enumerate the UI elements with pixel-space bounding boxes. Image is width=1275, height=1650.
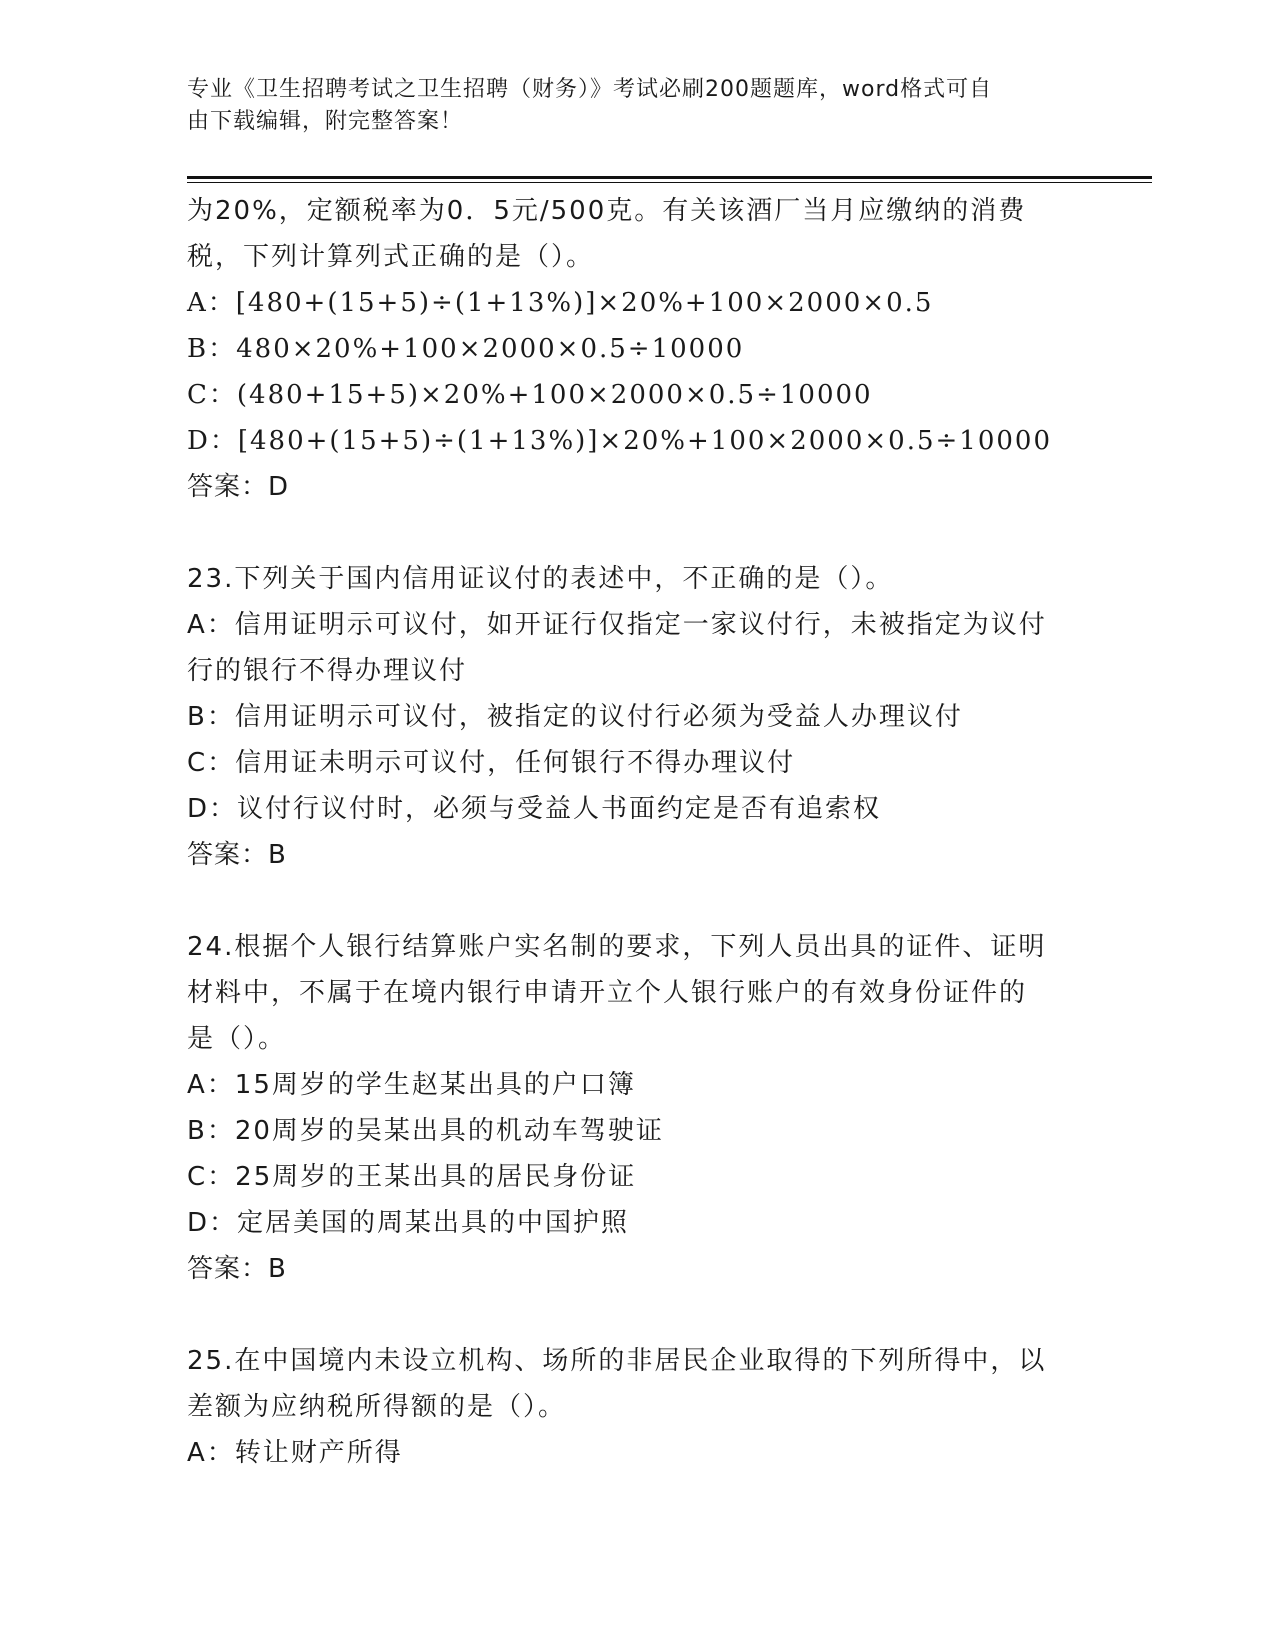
spacer: [187, 1292, 1087, 1338]
question-stem: 材料中，不属于在境内银行申请开立个人银行账户的有效身份证件的: [187, 978, 1028, 1008]
answer: 答案：B: [187, 1254, 287, 1284]
question-stem: 为20%，定额税率为0．5元/500克。有关该酒厂当月应缴纳的消费: [187, 196, 1027, 226]
option-b: B：480×20%+100×2000×0.5÷10000: [187, 334, 745, 364]
header-divider-thick: [187, 176, 1152, 179]
answer: 答案：B: [187, 840, 287, 870]
question-stem: 24.根据个人银行结算账户实名制的要求，下列人员出具的证件、证明: [187, 932, 1047, 962]
option-a: A：15周岁的学生赵某出具的户口簿: [187, 1070, 636, 1100]
option-a: A：转让财产所得: [187, 1438, 403, 1468]
question-25: [187, 1338, 1087, 1476]
document-body: [187, 188, 1087, 1476]
option-d: D：议付行议付时，必须与受益人书面约定是否有追索权: [187, 794, 882, 824]
option-c: C：信用证未明示可议付，任何银行不得办理议付: [187, 748, 796, 778]
option-b: B：信用证明示可议付，被指定的议付行必须为受益人办理议付: [187, 702, 963, 732]
option-d: D：定居美国的周某出具的中国护照: [187, 1208, 630, 1238]
option-d: D：[480+(15+5)÷(1+13%)]×20%+100×2000×0.5÷10000: [187, 426, 1052, 456]
question-stem: 23.下列关于国内信用证议付的表述中，不正确的是（）。: [187, 564, 894, 594]
option-b: B：20周岁的吴某出具的机动车驾驶证: [187, 1116, 664, 1146]
option-c: C：(480+15+5)×20%+100×2000×0.5÷10000: [187, 380, 873, 410]
question-24: [187, 924, 1087, 1292]
question-stem: 税，下列计算列式正确的是（）。: [187, 242, 595, 272]
question-22: [187, 188, 1087, 510]
header-title-line-2: 由下载编辑，附完整答案！: [187, 109, 464, 134]
spacer: [187, 878, 1087, 924]
question-stem: 25.在中国境内未设立机构、场所的非居民企业取得的下列所得中，以: [187, 1346, 1047, 1376]
answer: 答案：D: [187, 472, 290, 502]
document-header: [187, 74, 1067, 138]
option-a-continued: 行的银行不得办理议付: [187, 656, 468, 686]
header-title-line-1: 专业《卫生招聘考试之卫生招聘（财务）》考试必刷200题题库，word格式可自: [187, 77, 993, 102]
question-23: [187, 556, 1087, 878]
spacer: [187, 510, 1087, 556]
question-stem: 是（）。: [187, 1024, 287, 1054]
option-a: A：[480+(15+5)÷(1+13%)]×20%+100×2000×0.5: [187, 288, 934, 318]
question-stem: 差额为应纳税所得额的是（）。: [187, 1392, 567, 1422]
option-a: A：信用证明示可议付，如开证行仅指定一家议付行，未被指定为议付: [187, 610, 1047, 640]
header-divider-thin: [187, 182, 1152, 183]
option-c: C：25周岁的王某出具的居民身份证: [187, 1162, 637, 1192]
